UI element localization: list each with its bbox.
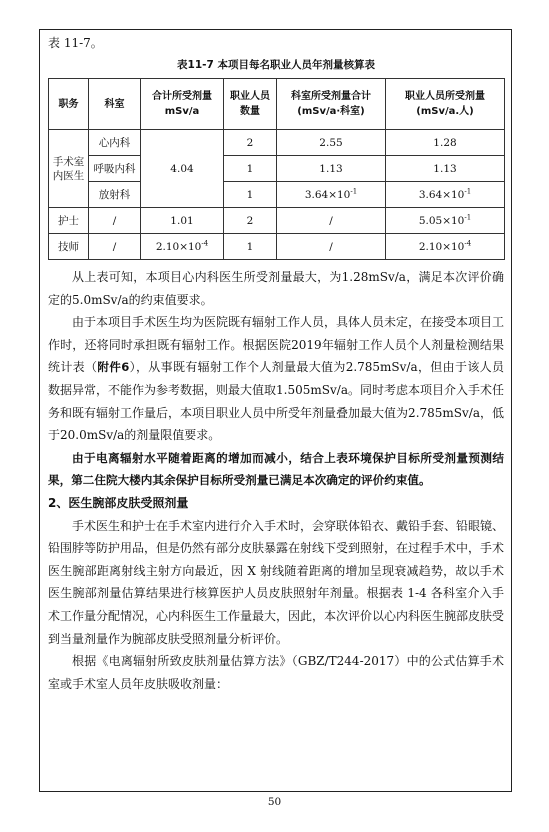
cell-dept-dose: 2.55	[277, 130, 386, 156]
cell-count: 1	[224, 234, 277, 260]
value-exponent: -4	[201, 239, 209, 247]
cell-dept: 放射科	[89, 182, 141, 208]
cell-person-dose: 1.13	[386, 156, 505, 182]
header-dept: 科室	[89, 79, 141, 130]
cell-count: 2	[224, 208, 277, 234]
value-base: 5.05×10	[418, 214, 465, 227]
cell-dept: /	[89, 234, 141, 260]
value-base: 2.10×10	[418, 240, 465, 253]
paragraph-text: ），从事既有辐射工作个人剂量最大值为2.785mSv/a，但由于该人员数据异常，不能作为参考数据，则最大值取1.505mSv/a。同时考虑本项目介入手术任务和既有辐射工作量后，本项目职业人员中所受年剂量叠加最大值为2.785mSv/a，低于20.0mSv/a的剂量限值要求。	[48, 360, 504, 443]
cell-dept: /	[89, 208, 141, 234]
cell-dept: 呼吸内科	[89, 156, 141, 182]
cell-dept-dose: /	[277, 208, 386, 234]
cell-dept-dose: 1.13	[277, 156, 386, 182]
cell-group-label: 手术室内医生	[49, 130, 89, 208]
header-staff-count: 职业人员数量	[224, 79, 277, 130]
header-total-dose: 合计所受剂量 mSv/a	[141, 79, 224, 130]
cell-group-total: 4.04	[141, 130, 224, 208]
header-person-dose: 职业人员所受剂量 (mSv/a.人)	[386, 79, 505, 130]
table-row	[49, 130, 505, 156]
cell-count: 1	[224, 182, 277, 208]
value-exponent: -1	[464, 213, 472, 221]
cell-person-dose	[386, 208, 505, 234]
table-caption: 表11-7 本项目每名职业人员年剂量核算表	[177, 59, 375, 71]
paragraph-existing-work	[48, 311, 504, 447]
page-content	[48, 34, 504, 695]
table-row	[49, 156, 505, 182]
attachment-ref: 附件6	[97, 360, 130, 375]
table-row	[49, 208, 505, 234]
cell-dept: 心内科	[89, 130, 141, 156]
paragraph-text: 由于本项目手术医生均为医院既有辐射工作人员，具体人员未定，在接受本项目工作时，还将同时承担既有辐射工作。根据医院2019年辐射工作人员个人剂量检测结果统计表（	[48, 315, 505, 375]
cell-person-dose	[386, 182, 505, 208]
value-exponent: -4	[464, 239, 472, 247]
table-row	[49, 234, 505, 260]
cell-person-dose: 1.28	[386, 130, 505, 156]
page-number: 50	[267, 796, 282, 808]
value-base: 2.10×10	[155, 240, 202, 253]
cell-count: 1	[224, 156, 277, 182]
header-dept-dose: 科室所受剂量合计 (mSv/a·科室)	[277, 79, 386, 130]
cell-role: 技师	[49, 234, 89, 260]
dose-table	[48, 78, 505, 260]
cell-role: 护士	[49, 208, 89, 234]
paragraph-formula-intro: 根据《电离辐射所致皮肤剂量估算方法》（GBZ/T244-2017）中的公式估算手术室或手术室人员年皮肤吸收剂量：	[48, 654, 504, 691]
cell-person-dose	[386, 234, 505, 260]
table-row	[49, 182, 505, 208]
cell-total: 1.01	[141, 208, 224, 234]
cell-total	[141, 234, 224, 260]
value-exponent: -1	[464, 187, 472, 195]
paragraph-wrist-dose: 手术医生和护士在手术室内进行介入手术时，会穿联体铅衣、戴铅手套、铅眼镜、铅围脖等防护用品，但是仍然有部分皮肤暴露在射线下受到照射，在过程手术中，手术医生腕部距离射线主射方向最近，因 X 射线随着距离的增加呈现衰减趋势，故以手术医生腕部剂量估算结果进行核算医护人员皮肤照射年剂量。根据表 1-4 各科室介入手术工作量分配情况，心内科医生工作量最大，因此，本次评价以心内科医生腕部皮肤受到当量剂量作为腕部皮肤受照剂量分析评价。	[48, 518, 505, 646]
paragraph-dose-result: 从上表可知，本项目心内科医生所受剂量最大，为1.28mSv/a，满足本次评价确定的5.0mSv/a的约束值要求。	[48, 270, 504, 307]
table-header-row	[49, 79, 505, 130]
lead-line: 表 11-7。	[48, 36, 103, 50]
cell-dept-dose	[277, 182, 386, 208]
value-base: 3.64×10	[304, 188, 351, 201]
cell-dept-dose: /	[277, 234, 386, 260]
value-base: 3.64×10	[418, 188, 465, 201]
header-role: 职务	[49, 79, 89, 130]
page-frame	[39, 29, 512, 792]
section-heading: 2、医生腕部皮肤受照剂量	[48, 495, 189, 510]
value-exponent: -1	[350, 187, 358, 195]
cell-count: 2	[224, 130, 277, 156]
paragraph-conclusion: 由于电离辐射水平随着距离的增加而减小，结合上表环境保护目标所受剂量预测结果，第二住院大楼内其余保护目标所受剂量已满足本次确定的评价约束值。	[48, 450, 504, 488]
